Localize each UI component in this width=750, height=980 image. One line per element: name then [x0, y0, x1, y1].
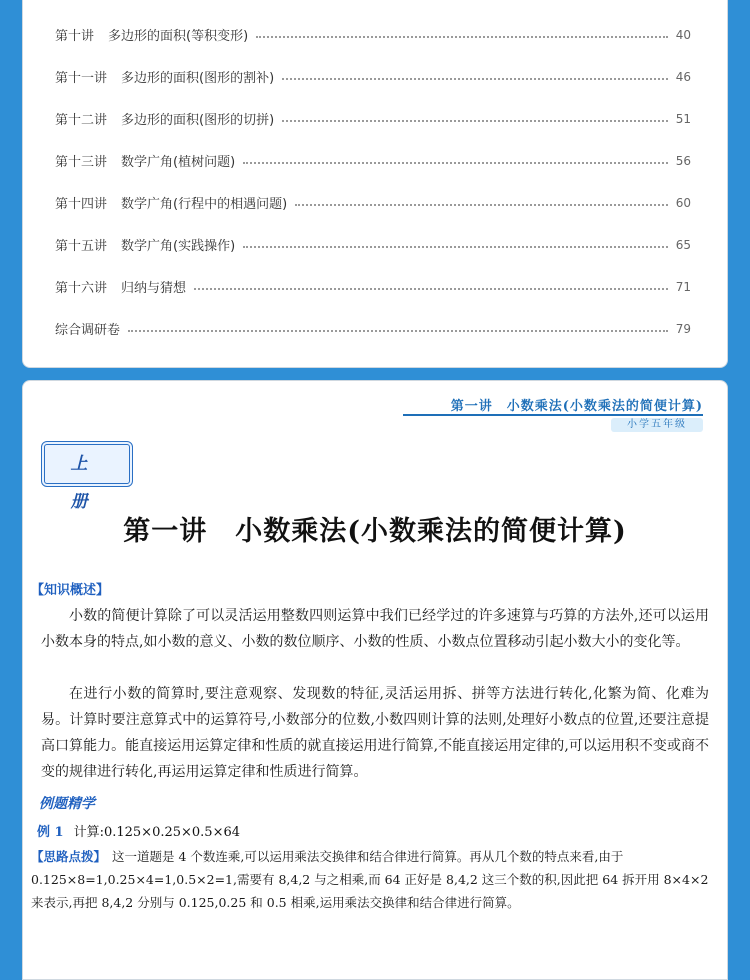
toc-row[interactable] [55, 25, 691, 44]
overview-tag: 【知识概述】 [31, 583, 110, 598]
toc-lecture-label: 综合调研卷 [55, 323, 121, 338]
toc-page-number: 51 [675, 111, 691, 126]
toc-row[interactable] [55, 109, 691, 128]
overview-paragraph-1: 小数的简便计算除了可以灵活运用整数四则运算中我们已经学过的许多速算与巧算的方法外,还可以运用小数本身的特点,如小数的意义、小数的数位顺序、小数的性质、小数点位置移动引起小数大小的变化等。 [41, 608, 709, 650]
hint-tag: 【思路点拨】 [31, 849, 107, 864]
overview-paragraph-2: 在进行小数的简算时,要注意观察、发现数的特征,灵活运用拆、拼等方法进行转化,化繁为简、化难为易。计算时要注意算式中的运算符号,小数部分的位数,小数四则计算的法则,处理好小数点的位置,还要注意提高口算能力。能直接运用运算定律和性质的就直接运用进行简算,不能直接运用定律的,可以运用积不变或商不变的规律进行转化,再运用运算定律和性质进行简算。 [41, 686, 709, 780]
examples-heading: 例题精学 [39, 796, 95, 812]
toc-row[interactable] [55, 67, 691, 86]
toc-lecture-label: 第十二讲 [55, 113, 108, 128]
toc-row[interactable] [55, 151, 691, 170]
volume-label: 上 册 [41, 441, 133, 487]
book-page-panel [22, 380, 728, 980]
toc-leader-dots [282, 78, 668, 80]
toc-lecture-label: 第十讲 [55, 29, 95, 44]
toc-leader-dots [194, 288, 668, 290]
toc-title: 数学广角(实践操作) [121, 239, 236, 254]
toc-leader-dots [243, 162, 668, 164]
running-head: 第一讲 小数乘法(小数乘法的简便计算) [450, 399, 703, 414]
toc-page-number: 46 [675, 69, 691, 84]
example-text: 计算:0.125×0.25×0.5×64 [73, 825, 241, 840]
toc-row[interactable] [55, 235, 691, 254]
example-1 [37, 821, 240, 840]
toc-page-number: 56 [675, 153, 691, 168]
toc-title: 多边形的面积(图形的割补) [121, 71, 275, 86]
toc-lecture-label: 第十六讲 [55, 281, 108, 296]
toc-leader-dots [295, 204, 668, 206]
toc-row[interactable] [55, 193, 691, 212]
example-number: 例 1 [37, 825, 64, 840]
toc-page-number: 79 [675, 321, 691, 336]
toc-page-number: 65 [675, 237, 691, 252]
running-head-rule [403, 414, 703, 416]
hint-paragraph [31, 845, 711, 914]
toc-leader-dots [243, 246, 668, 248]
toc-row[interactable] [55, 277, 691, 296]
toc-row[interactable] [55, 319, 691, 338]
toc-title: 数学广角(植树问题) [121, 155, 236, 170]
grade-badge: 小学五年级 [611, 418, 703, 432]
toc-title: 多边形的面积(图形的切拼) [121, 113, 275, 128]
toc-lecture-label: 第十四讲 [55, 197, 108, 212]
toc-leader-dots [282, 120, 668, 122]
hint-text: 这一道题是 4 个数连乘,可以运用乘法交换律和结合律进行简算。再从几个数的特点来看,由于 0.125×8=1,0.25×4=1,0.5×2=1,需要有 8,4,2 与之相乘,而 64 正好是 8,4,2 这三个数的积,因此把 64 拆开用 8×4×2 来表示,再把 8,4,2 分别与 0.125,0.25 和 0.5 相乘,运用乘法交换律和结合律进行简算。 [31, 849, 709, 910]
toc-leader-dots [128, 330, 668, 332]
toc-page-number: 60 [675, 195, 691, 210]
toc-lecture-label: 第十三讲 [55, 155, 108, 170]
toc-title: 归纳与猜想 [121, 281, 187, 296]
toc-lecture-label: 第十一讲 [55, 71, 108, 86]
toc-title: 多边形的面积(等积变形) [108, 29, 249, 44]
toc-leader-dots [256, 36, 668, 38]
toc-title: 数学广角(行程中的相遇问题) [121, 197, 288, 212]
toc-page-number: 40 [675, 27, 691, 42]
toc-page-number: 71 [675, 279, 691, 294]
table-of-contents-panel [22, 0, 728, 368]
toc-lecture-label: 第十五讲 [55, 239, 108, 254]
chapter-title: 第一讲 小数乘法(小数乘法的简便计算) [123, 516, 627, 547]
